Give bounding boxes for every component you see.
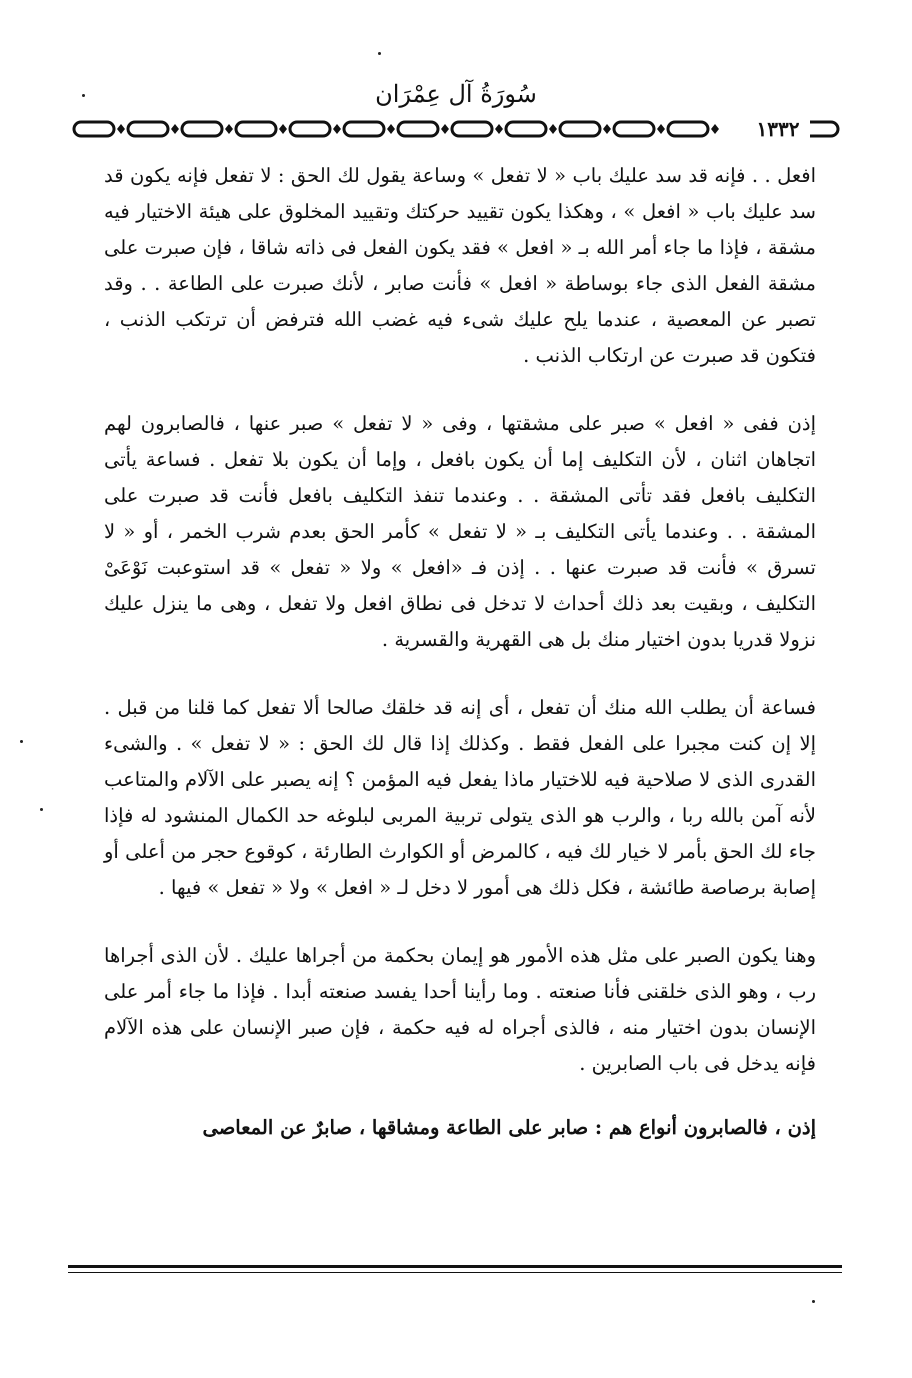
border-diamond (225, 124, 233, 134)
border-diamond (657, 124, 665, 134)
border-diamond (441, 124, 449, 134)
scan-speck (20, 740, 23, 743)
border-diamond (603, 124, 611, 134)
border-oval (614, 122, 654, 136)
scan-speck (812, 1300, 815, 1303)
paragraph: إذن ، فالصابرون أنواع هم : صابر على الطاعة ومشاقها ، صابرٌ عن المعاصى (202, 1116, 816, 1139)
border-oval (128, 122, 168, 136)
border-oval (290, 122, 330, 136)
border-oval (182, 122, 222, 136)
scan-speck (378, 52, 381, 55)
border-oval (668, 122, 708, 136)
footer-rule (68, 1265, 842, 1268)
border-oval (344, 122, 384, 136)
border-diamond (711, 124, 719, 134)
paragraph: وهنا يكون الصبر على مثل هذه الأمور هو إيمان بحكمة من أجراها عليك . لأن الذى أجراها رب ، وهو الذى خلقنى فأنا صنعته . وما رأينا أحدا يفسد صنعته أبدا . فإذا ما جاء أمر على الإنسان بدون اختيار منه ، فالذى أجراه له فيه حكمة ، فإن صبر الإنسان على هذه الآلام فإنه يدخل فى باب الصابرين . (104, 944, 816, 1075)
border-diamond (279, 124, 287, 134)
border-oval (452, 122, 492, 136)
border-oval (398, 122, 438, 136)
surah-title: سُورَةُ آل عِمْرَان (375, 80, 537, 108)
border-oval (236, 122, 276, 136)
page-number: ١٣٣٢ (746, 116, 810, 142)
paragraph: إذن ففى « افعل » صبر على مشقتها ، وفى « لا تفعل » صبر عنها ، فالصابرون لهم اتجاهان اثنان ، لأن التكليف إما أن يكون بافعل ، وإما أن يكون بلا تفعل . فساعة يأتى التكليف بافعل فقد تأتى المشقة . . وعندما تنفذ التكليف بافعل فأنت قد صبرت على المشقة . . وعندما يأتى التكليف بـ « لا تفعل » كأمر الحق بعدم شرب الخمر ، أو « لا تسرق » فأنت قد صبرت عنها . . إذن فـ «افعل » ولا « تفعل » قد استوعبت نَوْعَىْ التكليف ، وبقيت بعد ذلك أحداث لا تدخل فى نطاق افعل ولا تفعل ، وهى ما ينزل عليك نزولا قدريا بدون اختيار منك بل هى القهرية والقسرية . (104, 412, 816, 651)
paragraph: فساعة أن يطلب الله منك أن تفعل ، أى إنه قد خلقك صالحا ألا تفعل كما قلنا من قبل . إلا إن كنت مجبرا على الفعل فقط . وكذلك إذا قال لك الحق : « لا تفعل » . والشىء القدرى الذى لا صلاحية فيه للاختيار ماذا يفعل فيه المؤمن ؟ إنه يصبر على الآلام والمتاعب لأنه آمن بالله ربا ، والرب هو الذى يتولى تربية المربى لبلوغه حد الكمال المنشود له فإذا جاء لك الحق بأمر لا خيار لك فيه ، كالمرض أو الكوارث الطارئة ، كوقوع حجر من أعلى أو إصابة برصاصة طائشة ، فكل ذلك هى أمور لا دخل لـ « افعل » ولا « تفعل » فيها . (104, 696, 816, 899)
border-diamond (171, 124, 179, 134)
decorative-border (72, 116, 842, 142)
border-diamond (117, 124, 125, 134)
paragraph: افعل . . فإنه قد سد عليك باب « لا تفعل » وساعة يقول لك الحق : لا تفعل فإنه يكون قد سد عليك باب « افعل » ، وهكذا يكون تقييد حركتك وتقييد المخلوق على هيئة الاختيار فيه مشقة ، فإذا ما جاء أمر الله بـ « افعل » فقد يكون الفعل فى ذاته شاقا ، فإن صبرت على مشقة الفعل الذى جاء بوساطة « افعل » فأنت صابر ، لأنك صبرت على الطاعة . . وقد تصبر عن المعصية ، عندما يلح عليك شىء فيه غضب الله فترفض أن ترتكب الذنب ، فتكون قد صبرت عن ارتكاب الذنب . (104, 164, 816, 367)
body-text (104, 158, 816, 1146)
border-oval (506, 122, 546, 136)
border-diamond (495, 124, 503, 134)
border-oval (74, 122, 114, 136)
border-oval (560, 122, 600, 136)
footer-rule-thin (68, 1272, 842, 1273)
border-diamond (549, 124, 557, 134)
border-diamond (387, 124, 395, 134)
scan-speck (40, 808, 43, 811)
border-diamond (333, 124, 341, 134)
